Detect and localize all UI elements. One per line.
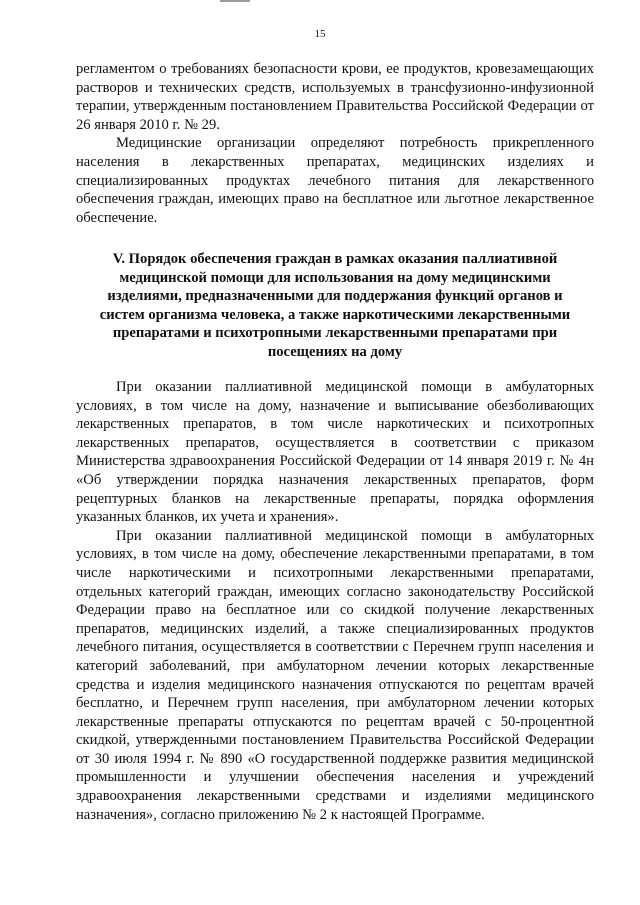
scan-mark [220,0,250,2]
paragraph: При оказании паллиативной медицинской помощи в амбулаторных условиях, в том числе на дому, обеспечение лекарственными препаратами, в том числе наркотическими и психотропными лекарственными препаратами, отдельных категорий граждан, имеющих согласно законодательству Российской Федерации право на бесплатное или со скидкой получение лекарственных препаратов, медицинских изделий, а также специализированных продуктов лечебного питания, осуществляется в соответствии с Перечнем групп населения и категорий заболеваний, при амбулаторном лечении которых лекарственные средства и изделия медицинского назначения отпускаются по рецептам врачей бесплатно, и Перечнем групп населения, при амбулаторном лечении которых лекарственные препараты отпускаются по рецептам врачей с 50-процентной скидкой, утвержденными постановлением Правительства Российской Федерации от 30 июля 1994 г. № 890 «О государственной поддержке развития медицинской промышленности и улучшении обеспечения населения и учреждений здравоохранения лекарственными средствами и изделиями медицинского назначения», согласно приложению № 2 к настоящей Программе. [76,527,594,823]
paragraph: При оказании паллиативной медицинской помощи в амбулаторных условиях, в том числе на дому, назначение и выписывание обезболивающих лекарственных препаратов, в том числе наркотических и психотропных лекарственных препаратов, осуществляется в соответствии с приказом Министерства здравоохранения Российской Федерации от 14 января 2019 г. № 4н «Об утверждении порядка назначения лекарственных препаратов, форм рецептурных бланков на лекарственные препараты, порядка оформления указанных бланков, их учета и хранения». [76,379,594,526]
paragraph-continuation: регламентом о требованиях безопасности крови, ее продуктов, кровезамещающих растворов и технических средств, используемых в трансфузионно-инфузионной терапии, утвержденным постановлением Правительства Российской Федерации от 26 января 2010 г. № 29. [76,61,594,133]
paragraph: Медицинские организации определяют потребность прикрепленного населения в лекарственных препаратах, медицинских изделиях и специализированных продуктах лечебного питания для лекарственного обеспечения граждан, имеющих право на бесплатное или льготное лекарственное обеспечение. [76,135,594,226]
text-block-bottom [76,378,594,824]
page-number: 15 [314,28,326,40]
section-heading: V. Порядок обеспечения граждан в рамках оказания паллиативной медицинской помощи для использования на дому медицинскими изделиями, предназначенными для поддержания функций органов и систем организма человека, а также наркотическими лекарственными препаратами и психотропными лекарственными препаратами при посещениях на дому [99,251,571,360]
text-block-top [76,60,594,227]
